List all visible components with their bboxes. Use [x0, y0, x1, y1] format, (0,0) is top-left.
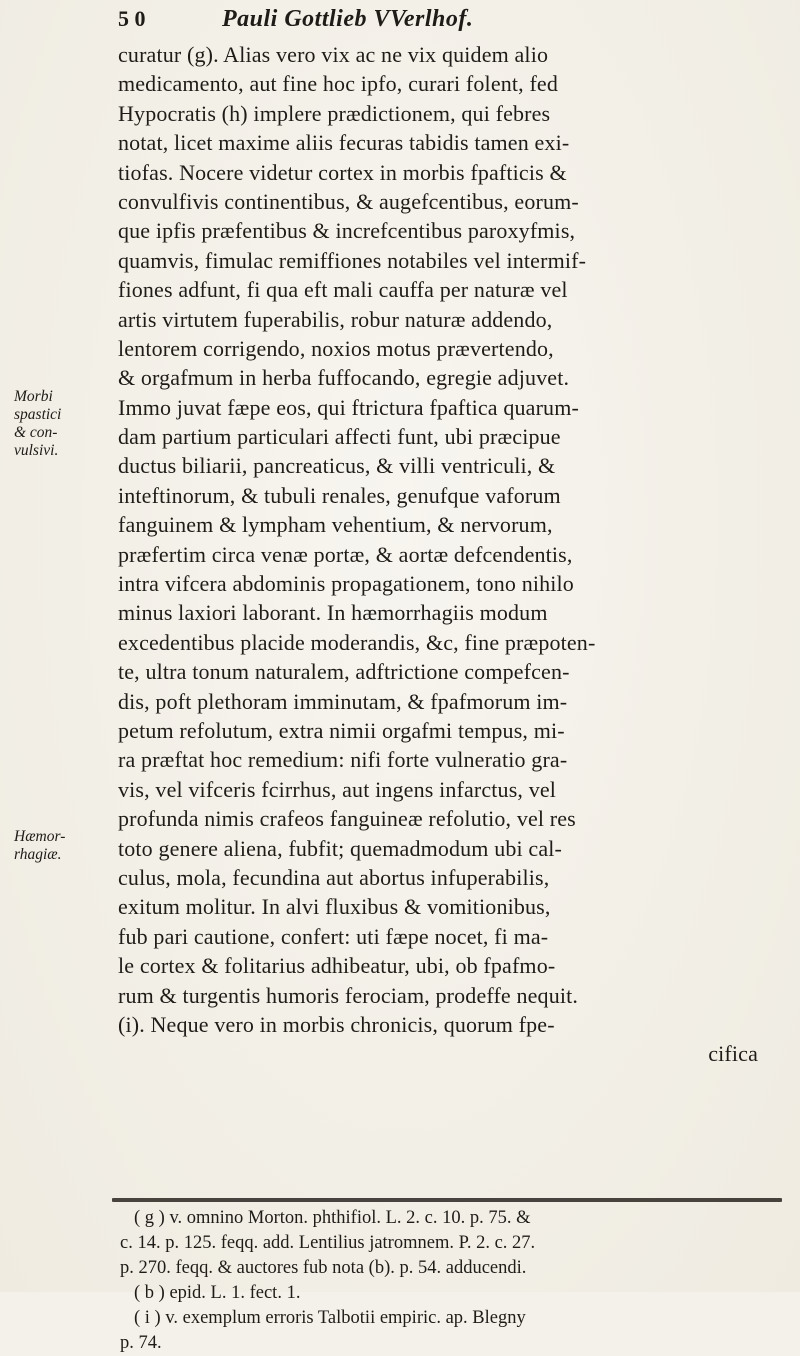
text-line: Immo juvat fæpe eos, qui ftrictura fpaftica quarum- — [118, 394, 579, 420]
text-line: vis, vel vifceris fcirrhus, aut ingens infarctus, vel — [118, 776, 557, 802]
text-line: artis virtutem fuperabilis, robur naturæ addendo, — [118, 306, 553, 332]
footnote-line: p. 270. feqq. & auctores fub nota (b). p. 54. adducendi. — [120, 1258, 527, 1278]
text-line: quamvis, fimulac remiffiones notabiles vel intermif- — [118, 247, 587, 273]
running-title: Pauli Gottlieb VVerlhof. — [222, 6, 474, 32]
footnote-line: ( b ) epid. L. 1. fect. 1. — [134, 1283, 301, 1303]
text-line: Hypocratis (h) implere prædictionem, qui febres — [118, 100, 551, 126]
margin-note-line: Hæmor- — [14, 828, 66, 845]
footnotes — [120, 1206, 794, 1356]
text-line: petum refolutum, extra nimii orgafmi tempus, mi- — [118, 717, 565, 743]
footnote-line: c. 14. p. 125. feqq. add. Lentilius jatromnem. P. 2. c. 27. — [120, 1233, 536, 1253]
margin-note-morbi-spastici — [14, 388, 102, 460]
text-line: (i). Neque vero in morbis chronicis, quorum fpe- — [118, 1011, 555, 1037]
text-line: que ipfis præfentibus & increfcentibus paroxyfmis, — [118, 218, 576, 244]
text-line: medicamento, aut fine hoc ipfo, curari folent, fed — [118, 71, 558, 97]
text-line: & orgafmum in herba fuffocando, egregie adjuvet. — [118, 365, 570, 391]
text-line: dis, poft plethoram imminutam, & fpafmorum im- — [118, 688, 568, 714]
footnote-line: ( i ) v. exemplum erroris Talbotii empiric. ap. Blegny — [134, 1308, 526, 1328]
text-line: fub pari cautione, confert: uti fæpe nocet, fi ma- — [118, 923, 549, 949]
text-line: fiones adfunt, fi qua eft mali cauffa per naturæ vel — [118, 277, 568, 303]
text-line: ra præftat hoc remedium: nifi forte vulneratio gra- — [118, 747, 568, 773]
text-line: convulfivis continentibus, & augefcentibus, eorum- — [118, 188, 579, 214]
text-line: rum & turgentis humoris ferociam, prodeffe nequit. — [118, 982, 579, 1008]
text-line: exitum molitur. In alvi fluxibus & vomitionibus, — [118, 894, 551, 920]
text-line: tiofas. Nocere videtur cortex in morbis fpafticis & — [118, 159, 567, 185]
text-line: fanguinem & lympham vehentium, & nervorum, — [118, 512, 553, 538]
footnote-rule — [112, 1198, 782, 1202]
footnote-line: ( g ) v. omnino Morton. phthifiol. L. 2. c. 10. p. 75. & — [134, 1208, 531, 1228]
margin-note-line: vulsivi. — [14, 442, 59, 459]
footnote-line: p. 74. — [120, 1333, 162, 1353]
text-line: ductus biliarii, pancreaticus, & villi ventriculi, & — [118, 453, 556, 479]
text-line: excedentibus placide moderandis, &c, fine præpoten- — [118, 629, 596, 655]
text-line: minus laxiori laborant. In hæmorrhagiis modum — [118, 600, 548, 626]
text-line: præfertim circa venæ portæ, & aortæ defcendentis, — [118, 541, 573, 567]
margin-note-line: & con- — [14, 424, 58, 441]
text-line: le cortex & folitarius adhibeatur, ubi, ob fpafmo- — [118, 953, 556, 979]
page-header — [118, 6, 778, 42]
text-line: culus, mola, fecundina aut abortus infuperabilis, — [118, 864, 550, 890]
text-line: lentorem corrigendo, noxios motus prævertendo, — [118, 335, 554, 361]
margin-note-line: Morbi — [14, 388, 53, 405]
text-line: inteftinorum, & tubuli renales, genufque vaforum — [118, 482, 561, 508]
catchword: cifica — [708, 1041, 758, 1067]
main-text — [118, 40, 790, 1069]
margin-note-haemorrhagiae — [14, 828, 102, 864]
text-line: te, ultra tonum naturalem, adftrictione compefcen- — [118, 659, 570, 685]
margin-note-line: spastici — [14, 406, 62, 423]
text-line: dam partium particulari affecti funt, ubi præcipue — [118, 424, 561, 450]
text-line: toto genere aliena, fubfit; quemadmodum ubi cal- — [118, 835, 562, 861]
margin-note-line: rhagiæ. — [14, 846, 62, 863]
text-line: notat, licet maxime aliis fecuras tabidis tamen exi- — [118, 130, 570, 156]
text-line: profunda nimis crafeos fanguineæ refolutio, vel res — [118, 806, 576, 832]
text-line: intra vifcera abdominis propagationem, tono nihilo — [118, 571, 574, 597]
text-line: curatur (g). Alias vero vix ac ne vix quidem alio — [118, 42, 549, 67]
page-number: 5 0 — [118, 6, 146, 31]
